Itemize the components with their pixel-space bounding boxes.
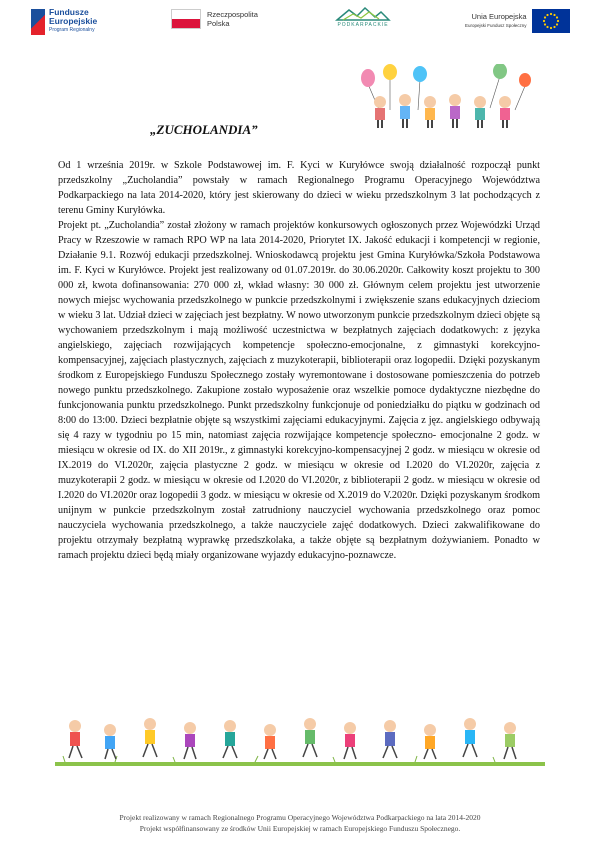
rzeczpospolita-polska-logo [171,9,258,29]
page-title: „ZUCHOLANDIA” [150,122,258,137]
intro-paragraph: Od 1 września 2019r. w Szkole Podstawowej im. F. Kyci w Kuryłówce swoją działalność rozpoczął punkt przedszkolny „Zucholandia” powstały w ramach Regionalnego Programu Operacyjnego Województwa Podkarpackiego na lata 2014-2020, który jest skierowany do dzieci w wieku przedszkolnym 3 lat pochodzących z terenu Gminy Kuryłówka. [58,160,540,216]
eu-flag-icon [532,9,570,33]
article-body [58,158,540,563]
pk-label: PODKARPACKIE [337,22,389,28]
footer-line1: Projekt realizowany w ramach Regionalnego Programu Operacyjnego Województwa Podkarpackiego na lata 2014-2020 [119,813,481,822]
fundusze-europejskie-logo [31,8,97,35]
rp-line1: Rzeczpospolita [207,10,258,19]
ue-line1: Unia Europejska [471,12,527,21]
project-paragraph: Projekt pt. „Zucholandia” został złożony w ramach projektów konkursowych ogłoszonych przez Wojewódzki Urząd Pracy w Rzeszowie w ramach RPO WP na lata 2014-2020, Priorytet IX. Jakość edukacji i kompetencji w regionie, Działanie 9.1. Rozwój edukacji przedszkolnej. Wnioskodawcą projektu jest Gmina Kuryłówka/Szkoła Podstawowa im. F. Kyci w Kuryłówce. Projekt jest realizowany od 01.07.2019r. do 30.06.2020r. Całkowity koszt projektu to 300 000 zł, kwota dofinansowania: 270 000 zł, wkład własny: 30 000 zł. Głównym celem projektu jest utworzenie nowych miejsc wychowania przedszkolnego w punkcie przedszkolnymi i zwiększenie szans edukacyjnych dzieciom w wieku 3 lat. Udział dzieci w zajęciach jest bezpłatny. W nowo utworzonym punkcie przedszkolnym dzieci objęte są wychowaniem przedszkolnym i mają możliwość uczestnictwa w bezpłatnych zajęciach dodatkowych: z języka angielskiego, zajęciach rozwijających kompetencje społeczno-emocjonalne, z gimnastyki korekcyjno-kompensacyjnej, zajęciach plastycznych, zajęciach z muzykoterapii, biblioterapii oraz logopedii. Dzięki pozyskanym środkom z Europejskiego Funduszu Społecznego zostały wyremontowane i dostosowane pomieszczenia do potrzeb nowego punktu przedszkolnego. Zakupione zostało wyposażenie oraz wszelkie pomoce dydaktyczne niezbędne do funkcjonowania punktu przedszkolnego. Punkt przedszkolny funkcjonuje od poniedziałku do piątku w godzinach od 8:00 do 13:00. Dzieci bezpłatnie objęte są wszystkimi zajęciami edukacyjnymi. Zajęcia z jęz. angielskiego odbywają się 4 razy w tygodniu po 15 min, natomiast zajęcia rozwijające kompetencje społeczno- emocjonalne 2 godz. w miesiącu w okresie od IX. do XII 2019r., z gimnastyki korekcyjno-kompensacyjnej 2 godz. w miesiącu w okresie od IX.2019 do VI.2020r, zajęcia plastyczne 2 godz. w miesiącu w okresie od I.2020 do VI.2020r, zajęcia z muzykoterapii 2 godz. w miesiącu w okresie od I.2020 do VI.2020r, z biblioterapii 2 godz. w miesiącu w okresie od I.2020 do VI.2020r oraz logopedii 3 godz. w miesiącu w okresie od X.2019 do V.2020r. Dzięki pozyskanym środkom unijnym w punkcie przedszkolnym został zatrudniony nauczyciel wychowania przedszkolnego oraz pomoc nauczyciela wychowania przedszkolnego, a także nauczyciele zajęć dodatkowych. Dzieci zakwalifikowane do projektu otrzymały bezpłatną wyprawkę przedszkolaka, a także objęte są bezpłatnym dożywianiem. Ponadto w ramach projektu dzieci będą miały organizowane wyjazdy edukacyjno-poznawcze. [58,220,540,561]
fe-line1: Fundusze [49,7,89,17]
fe-line2: Europejskie [49,16,98,26]
footer [20,812,580,834]
fe-line3: Program Regionalny [49,27,95,33]
mountains-icon [335,6,391,22]
fe-star-icon [31,9,45,35]
children-balloons-illustration [350,64,540,130]
rp-line2: Polska [207,19,230,28]
ue-line2: Europejski Fundusz Społeczny [465,23,527,28]
footer-line2: Projekt współfinansowany ze środków Unii Europejskiej w ramach Europejskiego Funduszu Społecznego. [139,824,461,833]
podkarpackie-logo [335,6,391,28]
children-running-illustration [55,712,545,770]
logo-bar [0,0,600,50]
polish-flag-icon [171,9,201,29]
unia-europejska-logo [465,9,570,33]
